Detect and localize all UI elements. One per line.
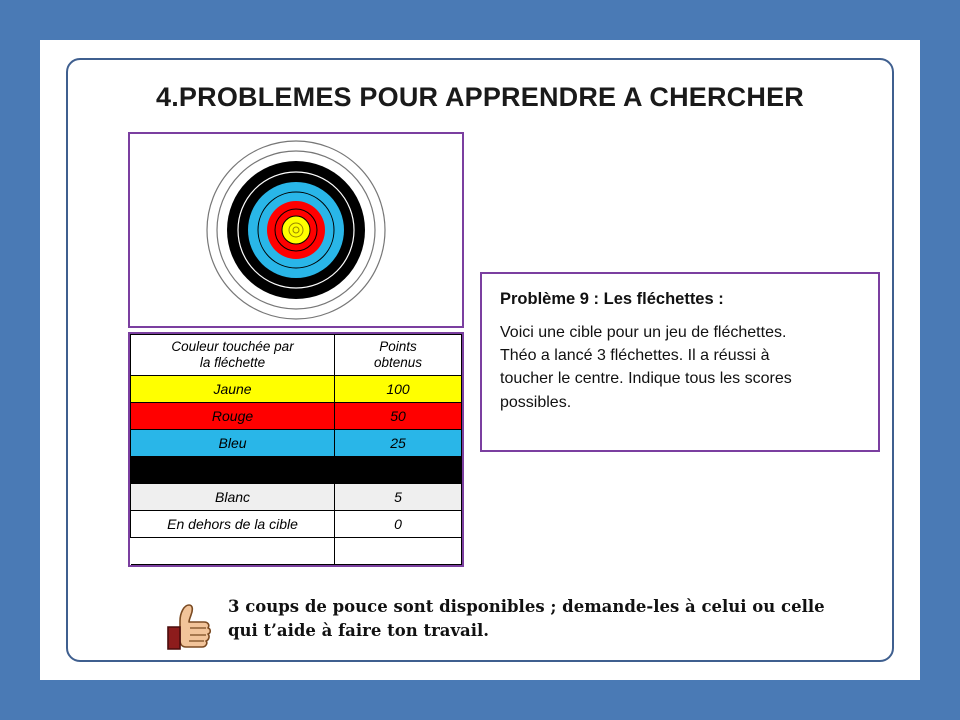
thumbs-up-icon [160,597,222,659]
row-color-label: Rouge [131,403,335,430]
footer-text [228,595,825,643]
row-color-label: Bleu [131,430,335,457]
row-color-label: Jaune [131,376,335,403]
header-points-line1: Points [379,339,417,355]
problem-text [500,321,860,414]
row-points-value: 0 [335,511,462,538]
table-header-row [131,335,462,376]
table-row [131,484,462,511]
score-table [128,332,464,567]
target-image-box [128,132,464,328]
footer-text-line-1: 3 coups de pouce sont disponibles ; demande-les à celui ou celle [228,597,825,616]
row-color-label: Noir [131,457,335,484]
problem-text-line-3: toucher le centre. Indique tous les scores [500,370,792,388]
table-header-cell-color [131,335,335,376]
footer-note [160,595,860,659]
table-row [131,457,462,484]
table-row [131,511,462,538]
slide-canvas [40,40,920,680]
header-points-line2: obtenus [374,355,423,370]
empty-cell-left [131,538,335,565]
table-row-empty [131,538,462,565]
row-points-value: 100 [335,376,462,403]
dartboard-target-icon [205,139,387,321]
page-title: 4.PROBLEMES POUR APPRENDRE A CHERCHER [156,82,804,112]
table-row [131,430,462,457]
table-row [131,403,462,430]
row-color-label: En dehors de la cible [131,511,335,538]
row-points-value: 5 [335,484,462,511]
row-color-label: Blanc [131,484,335,511]
row-points-value: 10 [335,457,462,484]
table-header-cell-points [335,335,462,376]
problem-statement-box [480,272,880,452]
row-points-value: 25 [335,430,462,457]
problem-text-line-1: Voici une cible pour un jeu de fléchettes. [500,324,787,341]
row-points-value: 50 [335,403,462,430]
problem-text-line-2: Théo a lancé 3 fléchettes. Il a réussi à [500,347,770,365]
table-row [131,376,462,403]
footer-text-line-2: qui t’aide à faire ton travail. [228,620,490,640]
problem-text-line-4: possibles. [500,393,572,411]
problem-title: Problème 9 : Les fléchettes : [500,290,724,308]
header-color-line2: la fléchette [199,355,266,370]
header-color-line1: Couleur touchée par [171,339,294,355]
empty-cell-right [335,538,462,565]
